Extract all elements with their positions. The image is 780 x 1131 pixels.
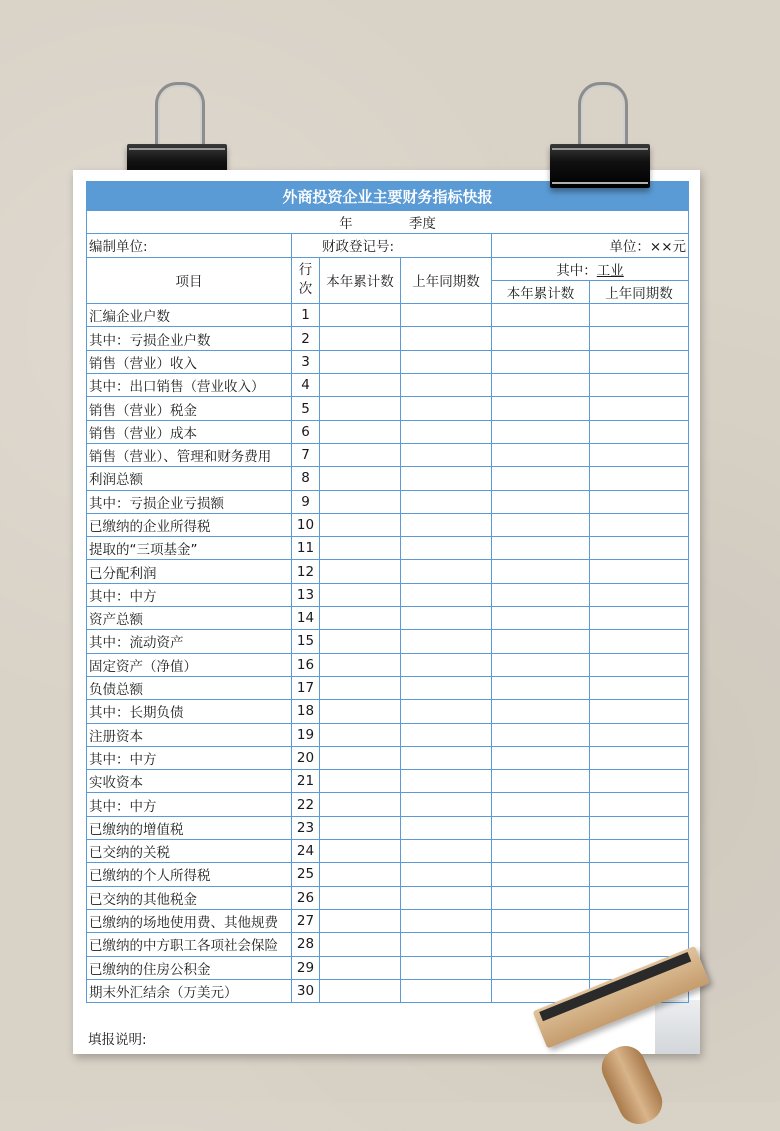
- current-ytd-cell[interactable]: [320, 909, 401, 932]
- row-number: 15: [292, 630, 320, 653]
- industry-current-ytd-cell[interactable]: [492, 653, 590, 676]
- prior-same-period-cell[interactable]: [401, 630, 492, 653]
- industry-current-ytd-cell[interactable]: [492, 676, 590, 699]
- industry-current-ytd-cell[interactable]: [492, 490, 590, 513]
- row-item: 已分配利润: [87, 560, 292, 583]
- row-item: 已缴纳的个人所得税: [87, 863, 292, 886]
- report-table: [86, 181, 689, 1003]
- report-title: 外商投资企业主要财务指标快报: [87, 182, 689, 211]
- industry-current-ytd-cell[interactable]: [492, 746, 590, 769]
- table-row: [87, 490, 689, 513]
- row-item: 其中：长期负债: [87, 700, 292, 723]
- industry-prior-same-period-cell[interactable]: [590, 746, 689, 769]
- industry-prior-same-period-cell[interactable]: [590, 443, 689, 466]
- current-ytd-cell[interactable]: [320, 793, 401, 816]
- row-number: 10: [292, 513, 320, 536]
- current-ytd-cell[interactable]: [320, 653, 401, 676]
- industry-prior-same-period-cell[interactable]: [590, 933, 689, 956]
- prior-same-period-cell[interactable]: [401, 490, 492, 513]
- current-ytd-cell[interactable]: [320, 490, 401, 513]
- table-row: [87, 583, 689, 606]
- row-number: 4: [292, 374, 320, 397]
- row-number: 21: [292, 770, 320, 793]
- row-item: 其中：亏损企业户数: [87, 327, 292, 350]
- industry-prior-same-period-cell[interactable]: [590, 560, 689, 583]
- industry-current-ytd-cell[interactable]: [492, 513, 590, 536]
- current-ytd-cell[interactable]: [320, 350, 401, 373]
- table-row: [87, 513, 689, 536]
- report-form: [86, 181, 688, 1003]
- industry-prior-same-period-cell[interactable]: [590, 886, 689, 909]
- table-row: [87, 350, 689, 373]
- row-item: 注册资本: [87, 723, 292, 746]
- row-item: 利润总额: [87, 467, 292, 490]
- row-number: 11: [292, 537, 320, 560]
- prior-same-period-cell[interactable]: [401, 676, 492, 699]
- current-ytd-cell[interactable]: [320, 816, 401, 839]
- current-ytd-cell[interactable]: [320, 607, 401, 630]
- binder-clip-right: [550, 82, 650, 192]
- industry-current-ytd-cell[interactable]: [492, 886, 590, 909]
- row-item: 销售（营业）收入: [87, 350, 292, 373]
- table-row: [87, 443, 689, 466]
- header-current-ytd: 本年累计数: [320, 257, 401, 304]
- current-ytd-cell[interactable]: [320, 746, 401, 769]
- industry-current-ytd-cell[interactable]: [492, 793, 590, 816]
- table-row: [87, 607, 689, 630]
- row-item: 提取的“三项基金”: [87, 537, 292, 560]
- industry-current-ytd-cell[interactable]: [492, 723, 590, 746]
- table-row: [87, 630, 689, 653]
- prior-same-period-cell[interactable]: [401, 746, 492, 769]
- table-row: [87, 420, 689, 443]
- current-ytd-cell[interactable]: [320, 700, 401, 723]
- row-item: 资产总额: [87, 607, 292, 630]
- prior-same-period-cell[interactable]: [401, 420, 492, 443]
- industry-prior-same-period-cell[interactable]: [590, 467, 689, 490]
- prior-same-period-cell[interactable]: [401, 607, 492, 630]
- industry-prior-same-period-cell[interactable]: [590, 793, 689, 816]
- industry-prior-same-period-cell[interactable]: [590, 607, 689, 630]
- industry-prior-same-period-cell[interactable]: [590, 723, 689, 746]
- current-ytd-cell[interactable]: [320, 979, 401, 1002]
- row-item: 其中：中方: [87, 583, 292, 606]
- compiler-label: 编制单位:: [87, 234, 292, 257]
- current-ytd-cell[interactable]: [320, 583, 401, 606]
- prior-same-period-cell[interactable]: [401, 583, 492, 606]
- row-item: 负债总额: [87, 676, 292, 699]
- year-label: 年: [339, 216, 353, 233]
- prior-same-period-cell[interactable]: [401, 816, 492, 839]
- prior-same-period-cell[interactable]: [401, 979, 492, 1002]
- current-ytd-cell[interactable]: [320, 840, 401, 863]
- row-item: 汇编企业户数: [87, 304, 292, 327]
- row-number: 20: [292, 746, 320, 769]
- prior-same-period-cell[interactable]: [401, 793, 492, 816]
- industry-prior-same-period-cell[interactable]: [590, 327, 689, 350]
- industry-prior-same-period-cell[interactable]: [590, 840, 689, 863]
- industry-current-ytd-cell[interactable]: [492, 537, 590, 560]
- prior-same-period-cell[interactable]: [401, 653, 492, 676]
- table-row: [87, 770, 689, 793]
- row-item: 已缴纳的场地使用费、其他规费: [87, 909, 292, 932]
- row-number: 13: [292, 583, 320, 606]
- industry-prior-same-period-cell[interactable]: [590, 863, 689, 886]
- industry-prior-same-period-cell[interactable]: [590, 583, 689, 606]
- row-number: 2: [292, 327, 320, 350]
- rubber-stamp-icon: [540, 975, 780, 1102]
- table-row: [87, 840, 689, 863]
- row-number: 24: [292, 840, 320, 863]
- industry-prior-same-period-cell[interactable]: [590, 630, 689, 653]
- table-row: [87, 327, 689, 350]
- industry-prior-same-period-cell[interactable]: [590, 374, 689, 397]
- row-number: 14: [292, 607, 320, 630]
- industry-current-ytd-cell[interactable]: [492, 327, 590, 350]
- table-row: [87, 933, 689, 956]
- prior-same-period-cell[interactable]: [401, 909, 492, 932]
- industry-prior-same-period-cell[interactable]: [590, 909, 689, 932]
- header-of-which-industry: 其中：工业: [492, 257, 689, 280]
- row-number: 1: [292, 304, 320, 327]
- clip-wire-icon: [578, 82, 628, 153]
- current-ytd-cell[interactable]: [320, 467, 401, 490]
- prior-same-period-cell[interactable]: [401, 374, 492, 397]
- prior-same-period-cell[interactable]: [401, 560, 492, 583]
- industry-current-ytd-cell[interactable]: [492, 607, 590, 630]
- industry-current-ytd-cell[interactable]: [492, 840, 590, 863]
- row-item: 已缴纳的企业所得税: [87, 513, 292, 536]
- header-row-no: 行 次: [292, 257, 320, 304]
- row-number: 5: [292, 397, 320, 420]
- industry-current-ytd-cell[interactable]: [492, 397, 590, 420]
- row-number: 6: [292, 420, 320, 443]
- current-ytd-cell[interactable]: [320, 397, 401, 420]
- row-number: 3: [292, 350, 320, 373]
- industry-prior-same-period-cell[interactable]: [590, 700, 689, 723]
- row-number: 8: [292, 467, 320, 490]
- registration-label: 财政登记号:: [292, 234, 492, 257]
- prior-same-period-cell[interactable]: [401, 956, 492, 979]
- table-row: [87, 304, 689, 327]
- row-number: 30: [292, 979, 320, 1002]
- header-item: 项目: [87, 257, 292, 304]
- industry-current-ytd-cell[interactable]: [492, 467, 590, 490]
- row-number: 28: [292, 933, 320, 956]
- row-number: 19: [292, 723, 320, 746]
- prior-same-period-cell[interactable]: [401, 840, 492, 863]
- industry-current-ytd-cell[interactable]: [492, 374, 590, 397]
- row-item: 其中：中方: [87, 793, 292, 816]
- paper-sheet: [73, 170, 700, 1054]
- current-ytd-cell[interactable]: [320, 956, 401, 979]
- industry-prior-same-period-cell[interactable]: [590, 350, 689, 373]
- industry-current-ytd-cell[interactable]: [492, 443, 590, 466]
- industry-current-ytd-cell[interactable]: [492, 909, 590, 932]
- row-item: 已缴纳的中方职工各项社会保险: [87, 933, 292, 956]
- industry-prior-same-period-cell[interactable]: [590, 513, 689, 536]
- row-number: 18: [292, 700, 320, 723]
- prior-same-period-cell[interactable]: [401, 700, 492, 723]
- fill-instructions-label: 填报说明:: [88, 1032, 147, 1048]
- header-sub-prior-same-period: 上年同期数: [590, 280, 689, 303]
- row-item: 其中：亏损企业亏损额: [87, 490, 292, 513]
- table-row: [87, 653, 689, 676]
- prior-same-period-cell[interactable]: [401, 397, 492, 420]
- industry-current-ytd-cell[interactable]: [492, 700, 590, 723]
- industry-current-ytd-cell[interactable]: [492, 863, 590, 886]
- industry-current-ytd-cell[interactable]: [492, 583, 590, 606]
- row-item: 期末外汇结余（万美元）: [87, 979, 292, 1002]
- industry-current-ytd-cell[interactable]: [492, 630, 590, 653]
- row-item: 销售（营业）、管理和财务费用: [87, 443, 292, 466]
- table-row: [87, 397, 689, 420]
- table-row: [87, 700, 689, 723]
- industry-current-ytd-cell[interactable]: [492, 770, 590, 793]
- industry-current-ytd-cell[interactable]: [492, 420, 590, 443]
- current-ytd-cell[interactable]: [320, 443, 401, 466]
- row-item: 销售（营业）税金: [87, 397, 292, 420]
- row-number: 7: [292, 443, 320, 466]
- current-ytd-cell[interactable]: [320, 304, 401, 327]
- industry-current-ytd-cell[interactable]: [492, 350, 590, 373]
- prior-same-period-cell[interactable]: [401, 770, 492, 793]
- quarter-label: 季度: [408, 216, 436, 233]
- prior-same-period-cell[interactable]: [401, 513, 492, 536]
- clip-body: [550, 144, 650, 188]
- prior-same-period-cell[interactable]: [401, 350, 492, 373]
- current-ytd-cell[interactable]: [320, 933, 401, 956]
- current-ytd-cell[interactable]: [320, 560, 401, 583]
- table-row: [87, 793, 689, 816]
- table-row: [87, 374, 689, 397]
- industry-prior-same-period-cell[interactable]: [590, 304, 689, 327]
- row-item: 已缴纳的增值税: [87, 816, 292, 839]
- row-item: 已交纳的其他税金: [87, 886, 292, 909]
- current-ytd-cell[interactable]: [320, 723, 401, 746]
- table-row: [87, 723, 689, 746]
- table-row: [87, 676, 689, 699]
- unit-label: 单位：××元: [492, 234, 689, 257]
- row-item: 固定资产（净值）: [87, 653, 292, 676]
- industry-prior-same-period-cell[interactable]: [590, 676, 689, 699]
- prior-same-period-cell[interactable]: [401, 327, 492, 350]
- prior-same-period-cell[interactable]: [401, 304, 492, 327]
- industry-prior-same-period-cell[interactable]: [590, 816, 689, 839]
- table-row: [87, 909, 689, 932]
- current-ytd-cell[interactable]: [320, 374, 401, 397]
- current-ytd-cell[interactable]: [320, 676, 401, 699]
- prior-same-period-cell[interactable]: [401, 933, 492, 956]
- table-row: [87, 746, 689, 769]
- header-prior-same-period: 上年同期数: [401, 257, 492, 304]
- period-row: [87, 211, 689, 234]
- current-ytd-cell[interactable]: [320, 863, 401, 886]
- current-ytd-cell[interactable]: [320, 420, 401, 443]
- table-row: [87, 863, 689, 886]
- prior-same-period-cell[interactable]: [401, 467, 492, 490]
- table-row: [87, 886, 689, 909]
- row-number: 26: [292, 886, 320, 909]
- prior-same-period-cell[interactable]: [401, 443, 492, 466]
- row-item: 已交纳的关税: [87, 840, 292, 863]
- industry-current-ytd-cell[interactable]: [492, 816, 590, 839]
- row-number: 27: [292, 909, 320, 932]
- prior-same-period-cell[interactable]: [401, 537, 492, 560]
- current-ytd-cell[interactable]: [320, 886, 401, 909]
- current-ytd-cell[interactable]: [320, 513, 401, 536]
- row-number: 23: [292, 816, 320, 839]
- industry-current-ytd-cell[interactable]: [492, 304, 590, 327]
- row-number: 17: [292, 676, 320, 699]
- industry-prior-same-period-cell[interactable]: [590, 490, 689, 513]
- row-item: 其中：流动资产: [87, 630, 292, 653]
- header-sub-current-ytd: 本年累计数: [492, 280, 590, 303]
- current-ytd-cell[interactable]: [320, 537, 401, 560]
- industry-current-ytd-cell[interactable]: [492, 933, 590, 956]
- row-item: 实收资本: [87, 770, 292, 793]
- industry-current-ytd-cell[interactable]: [492, 560, 590, 583]
- row-item: 已缴纳的住房公积金: [87, 956, 292, 979]
- current-ytd-cell[interactable]: [320, 630, 401, 653]
- prior-same-period-cell[interactable]: [401, 723, 492, 746]
- table-row: [87, 560, 689, 583]
- stamp-handle: [595, 1039, 669, 1130]
- row-number: 25: [292, 863, 320, 886]
- industry-prior-same-period-cell[interactable]: [590, 653, 689, 676]
- prior-same-period-cell[interactable]: [401, 863, 492, 886]
- row-number: 16: [292, 653, 320, 676]
- current-ytd-cell[interactable]: [320, 327, 401, 350]
- row-number: 12: [292, 560, 320, 583]
- industry-prior-same-period-cell[interactable]: [590, 770, 689, 793]
- industry-prior-same-period-cell[interactable]: [590, 537, 689, 560]
- row-item: 销售（营业）成本: [87, 420, 292, 443]
- row-number: 29: [292, 956, 320, 979]
- prior-same-period-cell[interactable]: [401, 886, 492, 909]
- row-item: 其中：中方: [87, 746, 292, 769]
- table-row: [87, 537, 689, 560]
- clip-wire-icon: [155, 82, 205, 153]
- industry-prior-same-period-cell[interactable]: [590, 397, 689, 420]
- table-row: [87, 467, 689, 490]
- current-ytd-cell[interactable]: [320, 770, 401, 793]
- row-item: 其中：出口销售（营业收入）: [87, 374, 292, 397]
- row-number: 9: [292, 490, 320, 513]
- table-row: [87, 816, 689, 839]
- row-number: 22: [292, 793, 320, 816]
- industry-prior-same-period-cell[interactable]: [590, 420, 689, 443]
